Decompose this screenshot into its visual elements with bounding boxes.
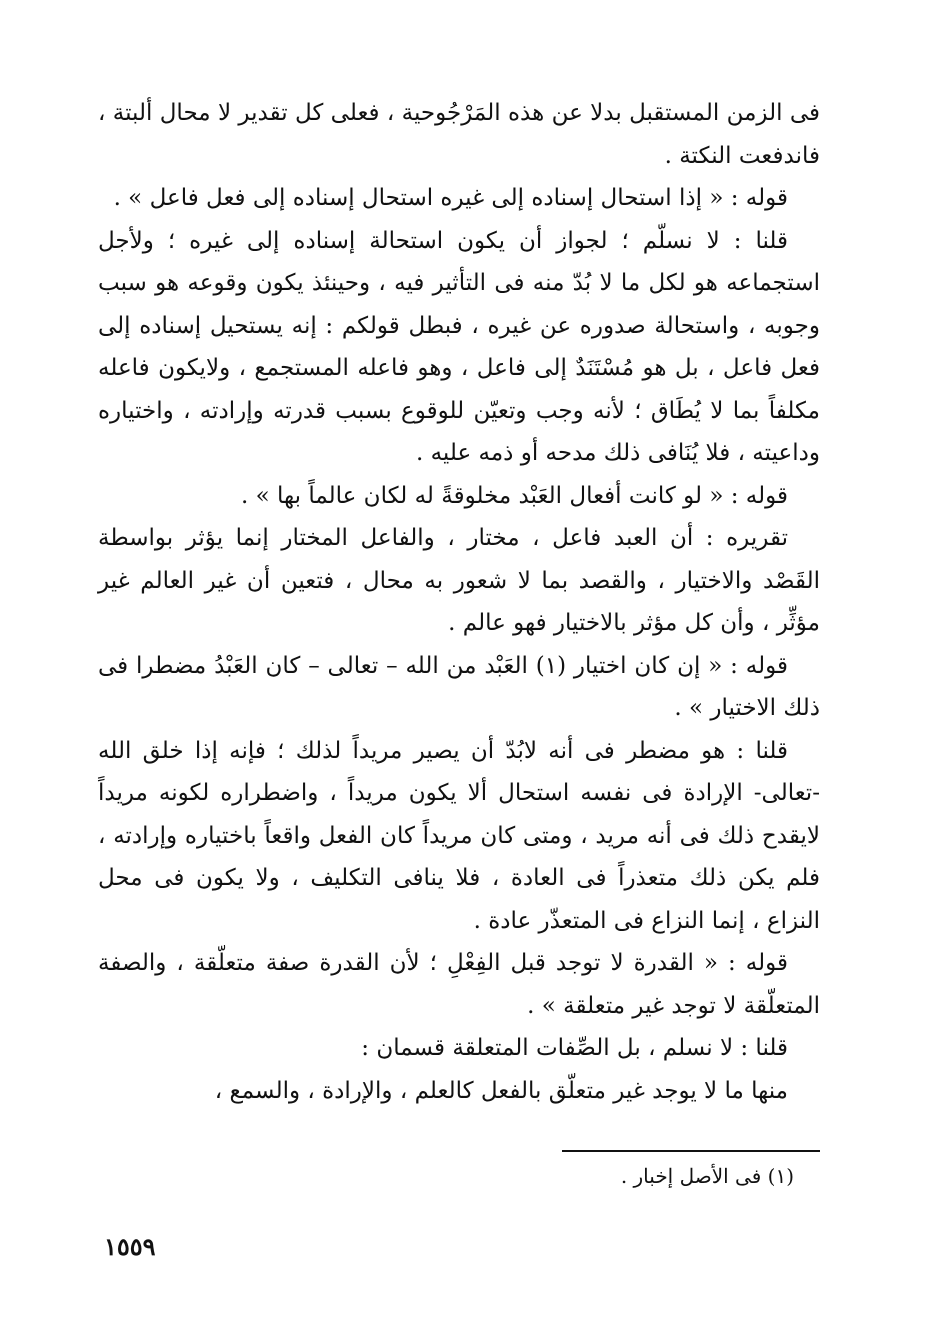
paragraph-4: قوله : « لو كانت أفعال العَبْد مخلوقةً له لكان عالماً بها » . bbox=[241, 482, 788, 509]
paragraph-3: قلنا : لا نسلّم ؛ لجواز أن يكون استحالة إسناده إلى غيره ؛ ولأجل استجماعه هو لكل ما لا بُدّ منه فى التأثير فيه ، وحينئذ يكون وقوعه هو سبب وجوبه ، واستحالة صدوره عن غيره ، فبطل قولكم : إنه يستحيل إسناده إلى فعل فاعل ، بل هو مُسْتَنَدٌ إلى فاعل ، وهو فاعله المستجمع ، ولايكون فاعله مكلفاً بما لا يُطَاق ؛ لأنه وجب وتعيّن للوقوع بسبب قدرته وإرادته ، واختياره وداعيته ، فلا يُنَافى ذلك مدحه أو ذمه عليه . bbox=[98, 227, 820, 466]
paragraph-8: قوله : « القدرة لا توجد قبل الفِعْلِ ؛ لأن القدرة صفة متعلّقة ، والصفة المتعلّقة لا توجد غير متعلقة » . bbox=[98, 950, 820, 1019]
footnote: (١) فى الأصل إخبار . bbox=[620, 1164, 794, 1188]
page-body bbox=[98, 92, 820, 1112]
footnote-divider bbox=[562, 1150, 820, 1152]
paragraph-9: قلنا : لا نسلم ، بل الصِّفات المتعلقة قسمان : bbox=[361, 1035, 788, 1061]
paragraph-6: قوله : « إن كان اختيار (١) العَبْد من الله – تعالى – كان العَبْدُ مضطرا فى ذلك الاختيار » . bbox=[98, 652, 820, 721]
paragraph-10: منها ما لا يوجد غير متعلّق بالفعل كالعلم ، والإرادة ، والسمع ، bbox=[214, 1077, 788, 1104]
page-number: ١٥٥٩ bbox=[104, 1232, 156, 1261]
paragraph-7: قلنا : هو مضطر فى أنه لابُدّ أن يصير مريداً لذلك ؛ فإنه إذا خلق الله -تعالى- الإرادة فى نفسه استحال ألا يكون مريداً ، واضطراره لكونه مريداً لايقدح ذلك فى أنه مريد ، ومتى كان مريداً كان الفعل واقعاً باختياره وإرادته ، فلم يكن ذلك متعذراً فى العادة ، فلا ينافى التكليف ، ولا يكون فى محل النزاع ، إنما النزاع فى المتعذّر عادة . bbox=[98, 737, 820, 934]
paragraph-5: تقريره : أن العبد فاعل ، مختار ، والفاعل المختار إنما يؤثر بواسطة القَصْد والاختيار ، والقصد بما لا شعور به محال ، فتعين أن غير العالم غير مؤثِّر ، وأن كل مؤثر بالاختيار فهو عالم . bbox=[98, 525, 820, 636]
paragraph-2: قوله : « إذا استحال إسناده إلى غيره استحال إسناده إلى فعل فاعل » . bbox=[113, 185, 788, 211]
paragraph-1: فى الزمن المستقبل بدلا عن هذه المَرْجُوحية ، فعلى كل تقدير لا محال ألبتة ، فاندفعت النكتة . bbox=[98, 100, 820, 169]
